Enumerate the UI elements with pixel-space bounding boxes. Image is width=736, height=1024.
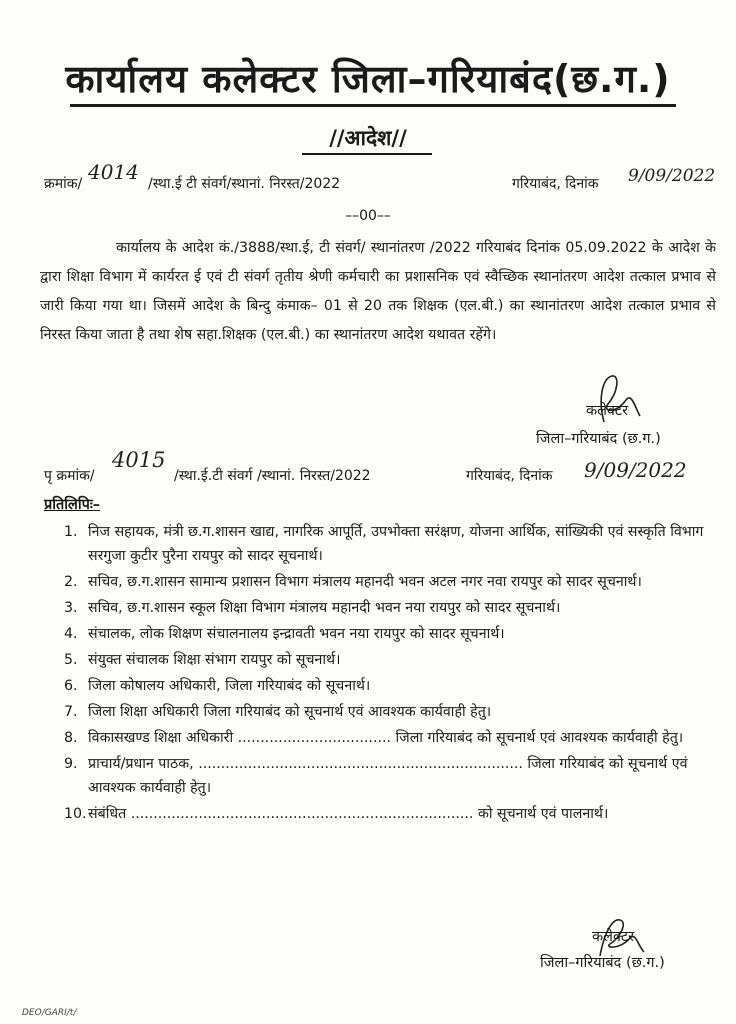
order1-kramank-label: क्रमांक/ <box>44 176 83 192</box>
signature-2-district: जिला–गरियाबंद (छ.ग.) <box>540 955 665 971</box>
footer-ref: DEO/GARI/t/ <box>22 1008 77 1018</box>
signature-1-designation: कलेक्टर <box>586 403 629 419</box>
list-item: 3. सचिव, छ.ग.शासन स्कूल शिक्षा विभाग मंत्रालय महानदी भवन नया रायपुर को सादर सूचनार्थ। <box>64 600 561 616</box>
title-underline <box>70 104 676 107</box>
list-item: 8. विकासखण्ड शिक्षा अधिकारी .................................. जिला गरियाबंद को सूचनार्थ एवं आवश्यक कार्यवाही हेतु। <box>64 730 684 746</box>
order-heading: //आदेश// <box>329 126 407 150</box>
list-item: 10. संबंधित ............................................................................ को सूचनार्थ एवं पालनार्थ। <box>64 806 609 822</box>
list-item: 6. जिला कोषालय अधिकारी, जिला गरियाबंद को सूचनार्थ। <box>64 678 371 694</box>
order2-kramank-label: पृ क्रमांक/ <box>44 468 95 484</box>
list-item: 5. संयुक्त संचालक शिक्षा संभाग रायपुर को सूचनार्थ। <box>64 652 341 668</box>
order-heading-underline <box>302 153 432 155</box>
copies-heading: प्रतिलिपिः– <box>44 497 101 513</box>
order2-place-date-label: गरियाबंद, दिनांक <box>466 468 553 484</box>
list-item: 7. जिला शिक्षा अधिकारी जिला गरियाबंद को सूचनार्थ एवं आवश्यक कार्यवाही हेतु। <box>64 704 492 720</box>
separator: ––00–– <box>345 208 391 224</box>
order1-kramank-suffix: /स्था.ई टी संवर्ग/स्थानां. निरस्त/2022 <box>148 176 341 192</box>
order1-kramank-number: 4014 <box>88 160 139 184</box>
order1-place-date-label: गरियाबंद, दिनांक <box>512 176 599 192</box>
list-item: 9. प्राचार्य/प्रधान पाठक, ........................................................................ जिला गरियाबंद को सूचनार्थ एवं आवश्यक कार्यवाही हेतु। <box>64 756 688 796</box>
list-item: 2. सचिव, छ.ग.शासन सामान्य प्रशासन विभाग मंत्रालय महानदी भवन अटल नगर नवा रायपुर को सादर सूचनार्थ। <box>64 574 642 590</box>
order2-kramank-number: 4015 <box>112 448 166 472</box>
order-body-paragraph: कार्यालय के आदेश कं./3888/स्था.ई, टी संवर्ग/ स्थानांतरण /2022 गरियाबंद दिनांक 05.09.2022 के आदेश के द्वारा शिक्षा विभाग में कार्यरत ई एवं टी संवर्ग तृतीय श्रेणी कर्मचारी का प्रशासनिक एवं स्वैच्छिक स्थानांतरण आदेश तत्काल प्रभाव से जारी किया गया था। जिसमें आदेश के बिन्दु कंमाक– 01 से 20 तक शिक्षक (एल.बी.) का स्थानांतरण आदेश तत्काल प्रभाव से निरस्त किया जाता है तथा शेष सहा.शिक्षक (एल.बी.) का स्थानांतरण आदेश यथावत रहेंगे। <box>40 240 716 343</box>
order1-date-handwritten: 9/09/2022 <box>628 166 716 186</box>
signature-2-designation: कलेक्टर <box>592 929 635 945</box>
list-item: 1. निज सहायक, मंत्री छ.ग.शासन खाद्य, नागरिक आपूर्ति, उपभोक्ता सरंक्षण, योजना आर्थिक, सांख्यिकी एवं सस्कृति विभाग सरगुजा कुटीर पुरैना रायपुर को सादर सूचनार्थ। <box>64 524 704 564</box>
order2-date-handwritten: 9/09/2022 <box>584 458 687 482</box>
order2-kramank-suffix: /स्था.ई.टी संवर्ग /स्थानां. निरस्त/2022 <box>174 468 371 484</box>
office-title: कार्यालय कलेक्टर जिला–गरियाबंद(छ.ग.) <box>65 57 671 101</box>
copies-list <box>44 520 712 828</box>
signature-1-district: जिला–गरियाबंद (छ.ग.) <box>536 431 661 447</box>
list-item: 4. संचालक, लोक शिक्षण संचालनालय इन्द्रावती भवन नया रायपुर को सादर सूचनार्थ। <box>64 626 505 642</box>
